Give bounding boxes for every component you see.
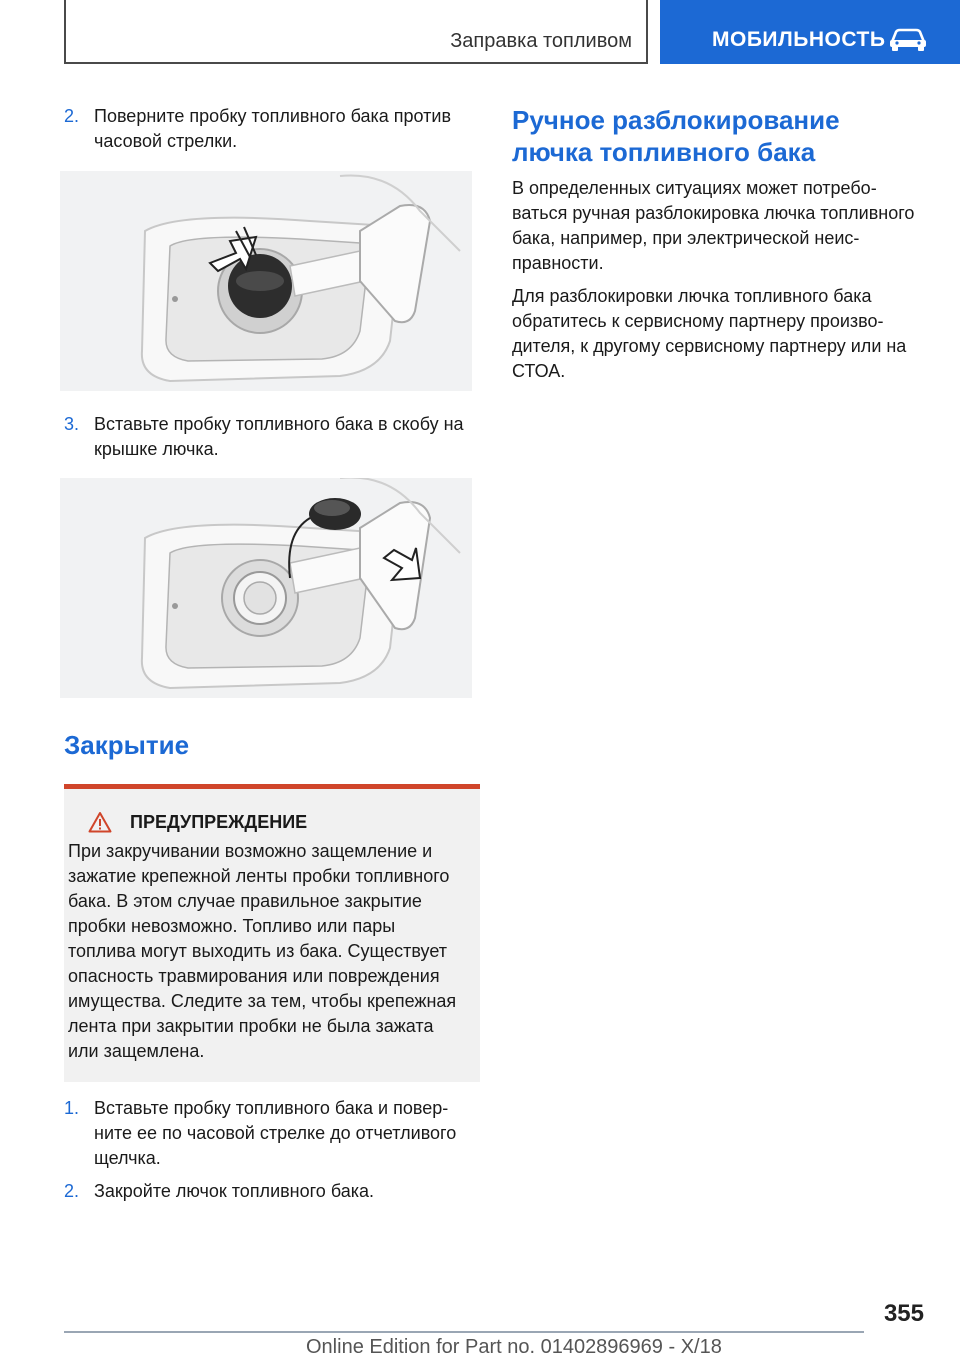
warning-text: При закручивании возможно защемление и зажатие крепежной ленты пробки топливного бака. В этом случае правильное закрытие пробки невозможно. Топливо или пары топлива могут выходить из бака. Существует опасность травмирования или повреждения имущества. Следите за тем, чтобы крепежная лента при закрытии пробки не была зажата или защемлена. bbox=[68, 841, 457, 1061]
header-section-box bbox=[64, 0, 648, 64]
section-title: Заправка топливом bbox=[450, 30, 632, 52]
warning-triangle-icon bbox=[88, 811, 112, 833]
step-2 bbox=[64, 104, 480, 154]
manual-unlock-para-2: Для разблокировки лючка топливного бака обратитесь к сервисному партнеру производителя, к другому сервисному партнеру или на СТОА. bbox=[512, 286, 907, 381]
left-column bbox=[64, 104, 480, 1204]
manual-unlock-heading: Ручное разблокирование лючка топливного бака bbox=[512, 105, 840, 167]
step-text: Поверните пробку топливного бака против часовой стрелки. bbox=[94, 106, 452, 151]
step-text: Закройте лючок топливного бака. bbox=[94, 1181, 375, 1201]
close-step-1 bbox=[64, 1096, 480, 1171]
step-text: Вставьте пробку топливного бака в скобу на крышке лючка. bbox=[94, 414, 464, 459]
manual-unlock-para-1: В определенных ситуациях может потребоваться ручная разблокировка лючка топливного бака, например, при электрической неисправности. bbox=[512, 178, 915, 273]
chapter-title: МОБИЛЬНОСТЬ bbox=[712, 28, 886, 51]
warning-title: ПРЕДУПРЕЖДЕНИЕ bbox=[130, 811, 308, 832]
chapter-tab bbox=[660, 0, 960, 64]
close-step-2 bbox=[64, 1179, 480, 1204]
step-text: Вставьте пробку топливного бака и поверните ее по часовой стрелке до отчетливого щелчка. bbox=[94, 1098, 457, 1168]
car-icon bbox=[888, 26, 928, 52]
step-number: 2. bbox=[64, 1181, 80, 1201]
figure-insert-cap bbox=[60, 478, 472, 698]
step-number: 2. bbox=[64, 106, 80, 126]
edition-text: Online Edition for Part no. 01402896969 - X/18 bbox=[306, 1336, 722, 1358]
warning-header bbox=[68, 811, 466, 833]
step-3 bbox=[64, 412, 480, 462]
warning-box bbox=[64, 784, 480, 1082]
closing-heading: Закрытие bbox=[64, 730, 190, 760]
footer-divider bbox=[64, 1331, 864, 1333]
figure-turn-cap bbox=[60, 171, 472, 391]
right-column bbox=[512, 104, 926, 384]
step-number: 3. bbox=[64, 414, 80, 434]
page-number: 355 bbox=[883, 1300, 924, 1327]
step-number: 1. bbox=[64, 1098, 80, 1118]
